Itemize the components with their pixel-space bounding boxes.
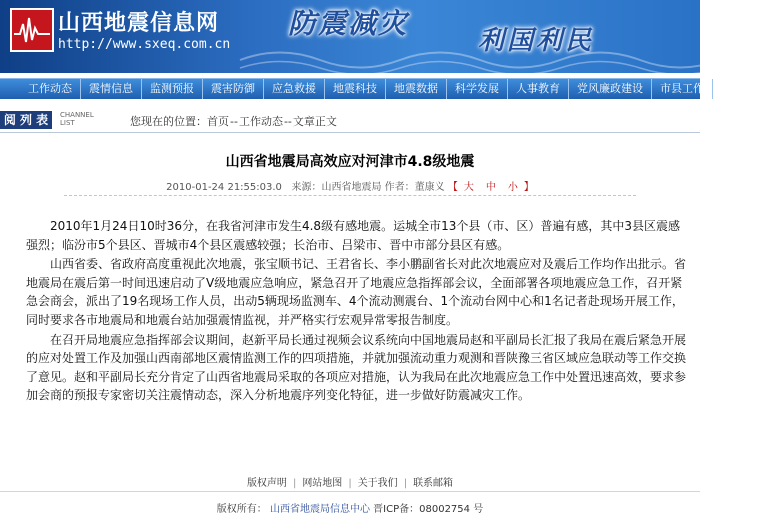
icp-number: 晋ICP备：08002754 号	[373, 504, 484, 515]
slogan-right: 利国利民	[478, 26, 595, 56]
footer-separator: |	[403, 478, 408, 489]
breadcrumb-separator: --	[230, 115, 238, 128]
footer-separator: |	[348, 478, 352, 489]
breadcrumb-current: 文章正文	[292, 115, 337, 128]
copyright	[0, 500, 700, 515]
article-author-label: 作者：	[384, 182, 415, 193]
article-title: 山西省地震局高效应对河津市4.8级地震	[225, 154, 475, 170]
nav-item[interactable]: 地震科技	[324, 79, 385, 99]
footer-link-sitemap[interactable]: 网站地图	[302, 478, 343, 489]
breadcrumb-separator: --	[283, 115, 292, 128]
nav-item[interactable]: 科学发展	[446, 79, 507, 99]
footer-separator: |	[292, 478, 297, 489]
breadcrumb-section[interactable]: 工作动态	[238, 115, 283, 128]
font-size-medium[interactable]: 中	[485, 182, 496, 193]
font-size-large[interactable]: 大	[463, 182, 474, 193]
article-source: 山西省地震局	[321, 182, 382, 193]
article-source-label: 来源：	[291, 182, 322, 193]
article-datetime: 2010-01-24 21:55:03.0	[166, 182, 282, 193]
meta-divider	[64, 195, 636, 196]
article-meta	[0, 178, 700, 193]
site-title[interactable]: 山西地震信息网	[58, 11, 220, 36]
copyright-org[interactable]: 山西省地震局信息中心	[269, 504, 370, 515]
font-size-small[interactable]: 小	[507, 182, 518, 193]
footer-link-copyright[interactable]: 版权声明	[246, 478, 287, 489]
site-banner	[0, 0, 700, 73]
breadcrumb	[130, 113, 337, 129]
footer-links	[0, 474, 700, 489]
nav-item[interactable]: 震情信息	[80, 79, 141, 99]
nav-item[interactable]: 市县工作	[651, 79, 712, 99]
nav-item[interactable]: 监测预报	[141, 79, 202, 99]
nav-item[interactable]: 工作动态	[28, 82, 72, 95]
nav-item[interactable]: 地震学	[712, 79, 762, 99]
site-logo[interactable]	[10, 8, 54, 52]
footer-divider	[0, 491, 700, 492]
breadcrumb-home[interactable]: 首页	[207, 115, 229, 128]
channel-tab: 阅 列 表	[0, 111, 52, 129]
main-nav	[0, 78, 754, 99]
article-author: 董康义	[414, 182, 445, 193]
site-url: http://www.sxeq.com.cn	[58, 37, 231, 52]
font-size-switcher: 【 大 中 小 】	[447, 182, 534, 193]
footer-link-about[interactable]: 关于我们	[357, 478, 398, 489]
article-paragraph: 山西省委、省政府高度重视此次地震，张宝顺书记、王君省长、李小鹏副省长对此次地震应对及震后工作均作出批示。省地震局在震后第一时间迅速启动了Ⅴ级地震应急响应，紧急召开了地震应急指挥部会议，全面部署各项地震应急工作，召开紧急会商会，派出了19名现场工作人员，出动5辆现场监测车、4个流动测震台、1个流动台网中心和1名记者赴现场开展工作，同时要求各市地震局和地震台站加强震情监视，并严格实行宏观异常零报告制度。	[26, 257, 687, 327]
footer-link-email[interactable]: 联系邮箱	[413, 478, 454, 489]
copyright-label: 版权所有：	[216, 504, 267, 515]
nav-item[interactable]: 地震数据	[385, 79, 446, 99]
wave-decoration	[240, 40, 700, 73]
article-paragraph: 2010年1月24日10时36分，在我省河津市发生4.8级有感地震。运城全市13个县（市、区）普遍有感，其中3县区震感强烈；临汾市5个县区、晋城市4个县区震感较强；长治市、吕梁市、晋中市部分县区有感。	[26, 219, 680, 252]
nav-item[interactable]: 人事教育	[507, 79, 568, 99]
nav-item[interactable]: 震害防御	[202, 79, 263, 99]
article-paragraph: 在召开局地震应急指挥部会议期间，赵新平局长通过视频会议系统向中国地震局赵和平副局长汇报了我局在震后紧急开展的应对处置工作及加强山西南部地区震情监测工作的四项措施，并就加强流动重力观测和晋陕豫三省区域应急联动等工作交换了意见。赵和平副局长充分肯定了山西省地震局采取的各项应对措施，认为我局在此次地震应急工作中处置迅速高效，要求参加会商的预报专家密切关注震情动态，深入分析地震序列变化特征，进一步做好防震减灾工作。	[26, 332, 687, 403]
slogan-left: 防震减灾	[288, 7, 409, 40]
channel-tab-english: CHANNEL LIST	[60, 111, 94, 127]
nav-item[interactable]: 应急救援	[263, 79, 324, 99]
breadcrumb-prefix: 您现在的位置：	[130, 115, 207, 128]
article-body	[26, 217, 690, 406]
nav-item[interactable]: 党风廉政建设	[568, 79, 651, 99]
seismograph-icon	[12, 10, 52, 50]
channel-bar	[0, 108, 700, 133]
